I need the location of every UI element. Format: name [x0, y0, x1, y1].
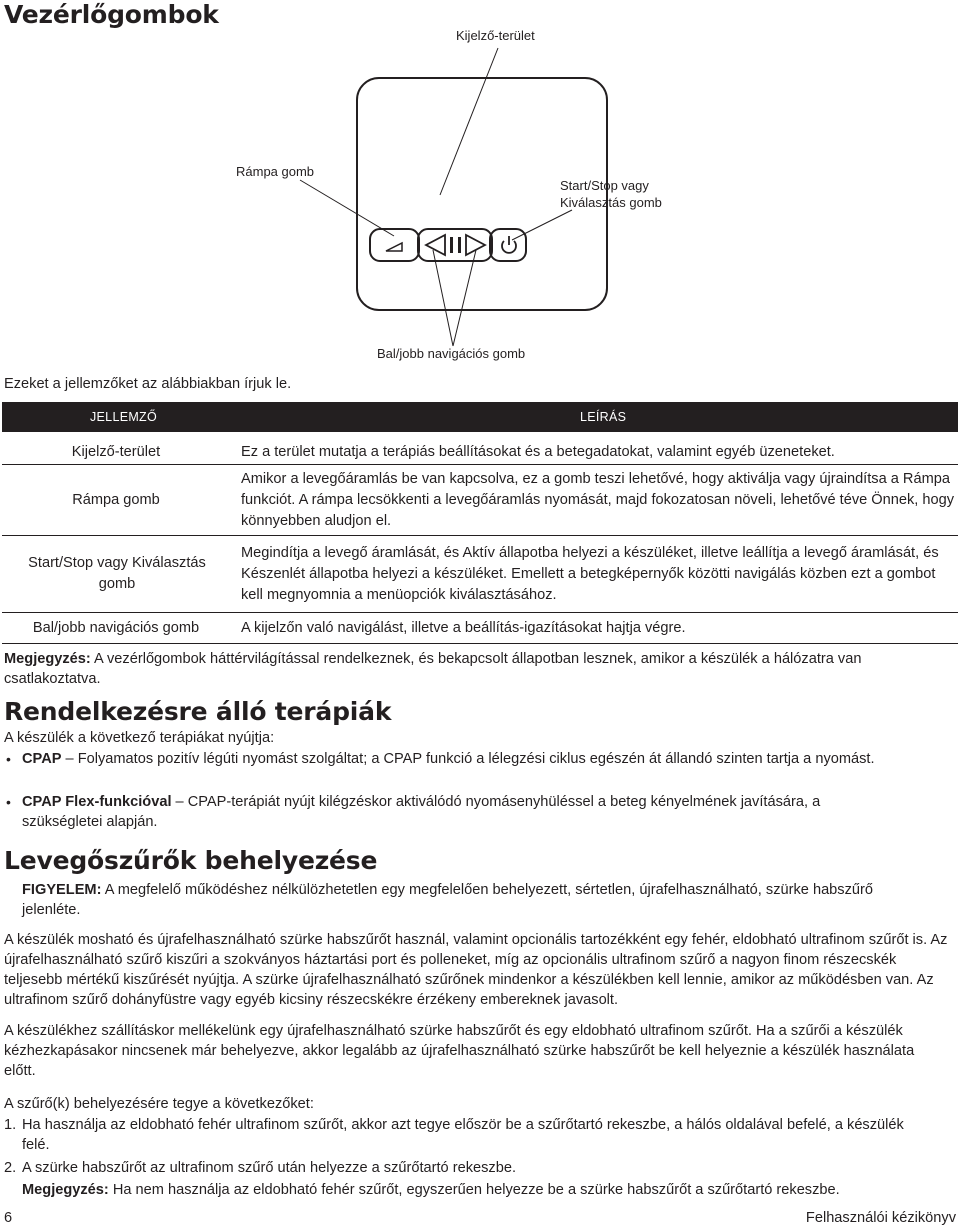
table-row-feature: Bal/jobb navigációs gomb: [32, 620, 200, 636]
table-row-description: Ez a terület mutatja a terápiás beállításokat és a betegadatokat, valamint egyéb üzeneteket.: [241, 444, 835, 460]
page-title: Vezérlőgombok: [4, 0, 219, 29]
note-text: Ha nem használja az eldobható fehér szűrőt, egyszerűen helyezze be a szürke habszűrőt a szűrőtartó rekeszbe.: [108, 1182, 840, 1198]
paragraph-filters-1: A készülék mosható és újrafelhasználható szürke habszűrőt használ, valamint opcionális tartozékként egy fehér, eldobható ultrafinom szűrőt is. Az újrafelhasználható szűrő kiszűri a szokványos háztartási port és polleneket, míg az opcionális ultrafinom szűrő a nagyon finom részecskék teljesebb mértékű kiszűrését nyújtja. A szürke újrafelhasználható szűrőnek mindenkor a készülékben kell lennie, amikor az működésben van. Az ultrafinom szűrő dohányfüstre vagy egyéb kicsiny részecskékre érzékeny embereknek javasolt.: [4, 932, 948, 1008]
warning-body: A megfelelő működéshez nélkülözhetetlen egy megfelelően behelyezett, sértetlen, újrafelhasználható, szürke habszűrő jelenléte.: [22, 882, 873, 918]
note-backlight: [4, 649, 958, 689]
bullet-icon: •: [6, 751, 11, 767]
table-header: [2, 402, 958, 432]
label-startstop-line2: Kiválasztás gomb: [560, 195, 662, 210]
row-divider: [2, 612, 958, 613]
header-feature: JELLEMZŐ: [90, 410, 157, 424]
device-diagram: [0, 0, 960, 370]
therapies-intro: A készülék a következő terápiákat nyújtja:: [4, 730, 275, 746]
intro-text: Ezeket a jellemzőket az alábbiakban írjuk le.: [4, 376, 292, 392]
label-ramp-button: Rámpa gomb: [236, 164, 315, 179]
table-row-feature: Start/Stop vagy Kiválasztás gomb: [28, 555, 206, 592]
table-row-description: A kijelzőn való navigálást, illetve a beállítás-igazításokat hajtja végre.: [241, 620, 686, 636]
table-row-feature: Rámpa gomb: [72, 492, 160, 508]
bullet-text: – Folyamatos pozitív légúti nyomást szolgáltat; a CPAP funkció a lélegzési ciklus egészén át állandó szinten tartja a nyomást.: [61, 751, 875, 767]
note-label: Megjegyzés:: [4, 651, 91, 667]
table-row-description: Megindítja a levegő áramlását, és Aktív állapotba helyezi a készüléket, illetve leállítja a levegő áramlását, és Készenlét állapotba helyezi a készüléket. Emellett a betegképernyők közötti navigálás közben ezt a gombot kell megnyomnia a menüopciók kiválasztásához.: [241, 545, 939, 603]
bullet-icon: •: [6, 794, 11, 810]
paragraph-filters-2: A készülékhez szállításkor mellékelünk egy újrafelhasználható szürke habszűrőt és egy eldobható ultrafinom szűrőt. Ha a szűrői a készülék kézhezkapásakor nincsenek már behelyezve, akkor legalább az újrafelhasználható szürke habszűrőt be kell helyeznie a készülék használata előtt.: [4, 1023, 915, 1079]
manual-title: Felhasználói kézikönyv: [805, 1210, 956, 1226]
row-divider: [2, 464, 958, 465]
bullet-bold: CPAP: [22, 751, 62, 767]
bullet-bold: CPAP Flex-funkcióval: [22, 794, 172, 810]
table-row-description: Amikor a levegőáramlás be van kapcsolva, ez a gomb teszi lehetővé, hogy aktiválja vagy újraindítsa a Rámpa funkciót. A rámpa lecsökkenti a levegőáramlás nyomását, majd fokozatosan növeli, lehetővé téve Önnek, hogy könnyebben aludjon el.: [241, 471, 955, 529]
table-bottom-rule: [2, 643, 958, 644]
header-description: LEÍRÁS: [580, 410, 627, 424]
note-text: A vezérlőgombok háttérvilágítással rendelkeznek, és bekapcsolt állapotban lesznek, amikor a készülék a hálózatra van csatlakoztatva.: [4, 651, 862, 687]
row-divider: [2, 535, 958, 536]
section-title-therapies: Rendelkezésre álló terápiák: [4, 697, 392, 726]
page-number: 6: [4, 1210, 13, 1226]
step-number: 1.: [4, 1117, 17, 1133]
warning-label: FIGYELEM:: [22, 882, 102, 898]
device-illustration: [0, 0, 960, 370]
section-title-filters: Levegőszűrők behelyezése: [4, 846, 378, 875]
note-filters: [22, 1180, 958, 1200]
steps-intro: A szűrő(k) behelyezésére tegye a következőket:: [4, 1096, 314, 1112]
list-item: [22, 792, 902, 832]
step-text: A szürke habszűrőt az ultrafinom szűrő után helyezze a szűrőtartó rekeszbe.: [22, 1160, 516, 1176]
label-nav-button: Bal/jobb navigációs gomb: [377, 346, 526, 361]
table-row-feature: Kijelző-terület: [71, 444, 161, 460]
step-text: Ha használja az eldobható fehér ultrafinom szűrőt, akkor azt tegye először be a szűrőtartó rekeszbe, a hálós oldalával befelé, a készülék felé.: [22, 1117, 904, 1153]
label-startstop-line1: Start/Stop vagy: [560, 178, 649, 193]
step-number: 2.: [4, 1160, 17, 1176]
bullet-text: – CPAP-terápiát nyújt kilégzéskor aktiválódó nyomásenyhüléssel a beteg kényelmének javítására, a szükségletei alapján.: [22, 794, 821, 830]
note-label: Megjegyzés:: [22, 1182, 109, 1198]
warning-text: [22, 880, 902, 920]
list-item: [22, 749, 902, 769]
label-display-area: Kijelző-terület: [456, 28, 535, 43]
